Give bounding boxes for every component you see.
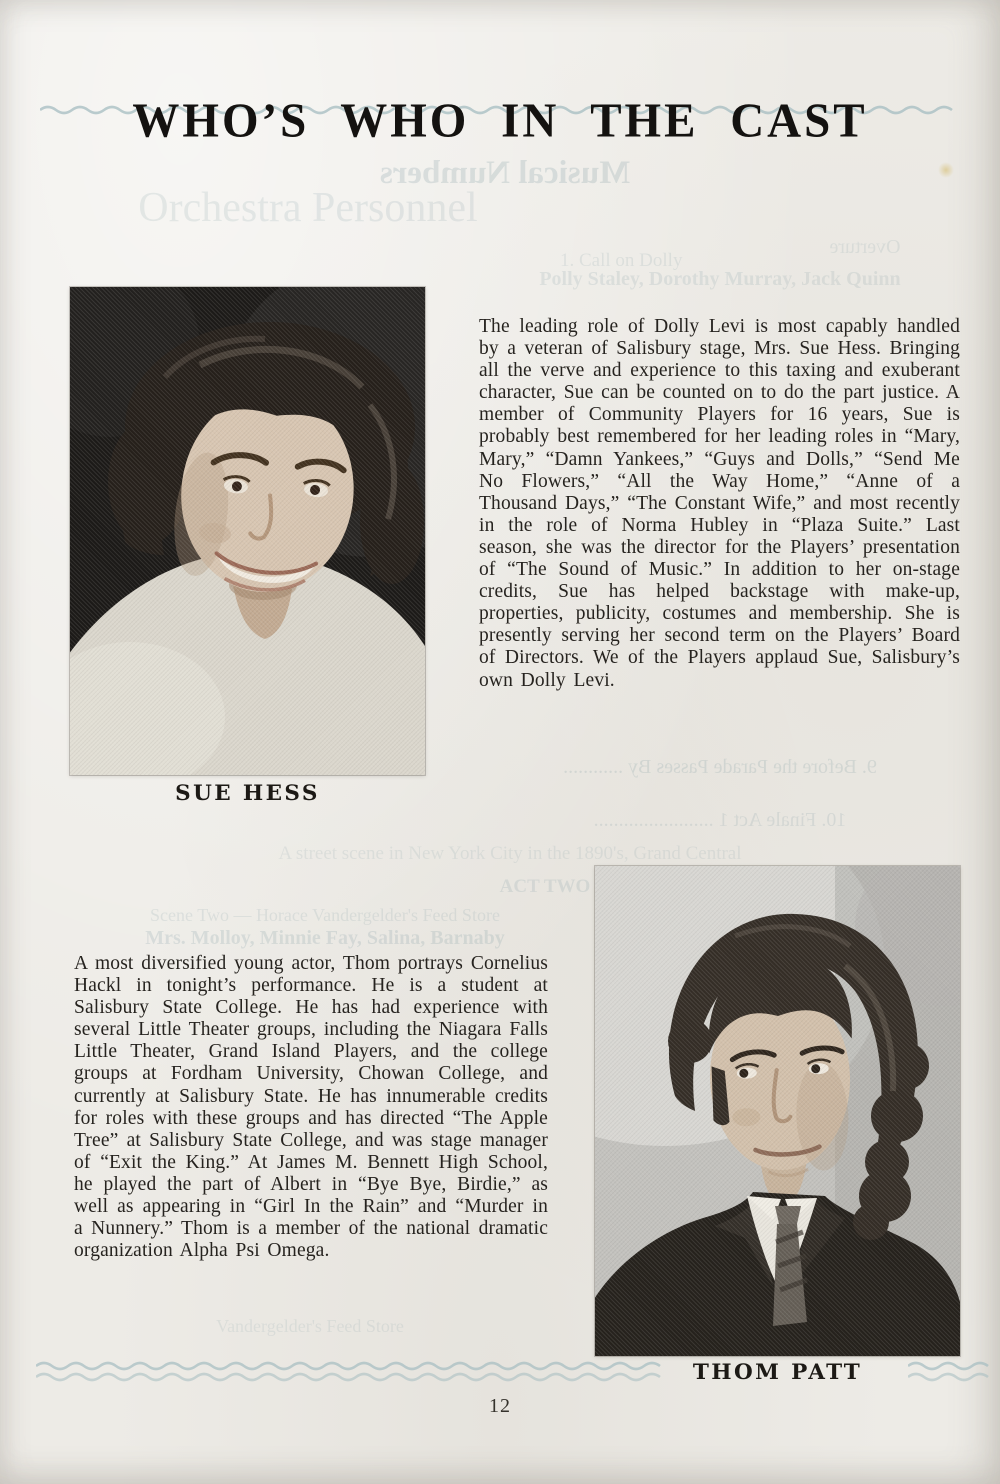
bleed-through-text: 10. Finale Act 1 ........................ (593, 809, 847, 831)
page-number: 12 (489, 1395, 511, 1417)
bleed-through-text: 1. Call on Dolly (560, 250, 683, 271)
sue-hess-caption: SUE HESS (175, 781, 320, 806)
page-title: WHO’S WHO IN THE CAST (132, 93, 868, 149)
sue-hess-bio: The leading role of Dolly Levi is most capably handled by a veteran of Salisbury stage, Mrs. Sue Hess. Bringing all the verve and experience to this taxing and exuberant character, Sue can be counted on to do the part justice. A member of Community Players for 16 years, Sue is probably best remembered for her leading roles in “Mary, Mary,” “Damn Yankees,” “Guys and Dolls,” “Send Me No Flowers,” “All the Way Home,” “Anne of a Thousand Days,” “The Constant Wife,” and most recently in the role of Norma Hubley in “Plaza Suite.” Last season, she was the director for the Players’ presentation of “The Sound of Music.” In addition to her on-stage credits, Sue has helped backstage with make-up, properties, publicity, costumes and membership. She is presently serving her second term on the Players’ Board of Directors. We of the Players applaud Sue, Salisbury’s own Dolly Levi. (479, 316, 960, 691)
bleed-through-text: 9. Before the Parade Passes By ............ (563, 756, 877, 778)
bleed-through-text: Polly Staley, Dorothy Murray, Jack Quinn (539, 268, 901, 290)
thom-patt-portrait-illustration (595, 866, 960, 1356)
bleed-through-text: Overture (829, 236, 901, 258)
bleed-through-text: Mrs. Molloy, Minnie Fay, Salina, Barnaby (145, 927, 505, 949)
bleed-through-text: ACT TWO (499, 876, 591, 897)
thom-patt-photo (595, 866, 960, 1356)
bleed-through-text: Vandergelder's Feed Store (216, 1316, 404, 1336)
thom-patt-bio: A most diversified young actor, Thom portrays Cornelius Hackl in tonight’s performance. He is a student at Salisbury State College. He has had experience with several Little Theater groups, including the Niagara Falls Little Theater, Grand Island Players, and the college groups at Fordham University, Chowan College, and currently at Salisbury State. He has innumerable credits for roles with these groups and has directed “The Apple Tree” at Salisbury State College, and was stage manager of “Exit the King.” At James M. Bennett High School, he played the part of Albert in “Bye Bye, Birdie,” as well as appearing in “Girl In the Rain” and “Murder in a Nunnery.” Thom is a member of the national dramatic organization Alpha Psi Omega. (74, 953, 548, 1262)
paper-stain (938, 162, 954, 178)
bleed-through-text: Orchestra Personnel (138, 185, 478, 231)
decorative-wave-bottom-left (36, 1358, 664, 1384)
bleed-through-text: A street scene in New York City in the 1890's, Grand Central (278, 843, 742, 864)
sue-hess-photo (70, 287, 425, 775)
bleed-through-text: Musical Numbers (379, 155, 631, 191)
sue-hess-portrait-illustration (70, 287, 425, 775)
thom-patt-caption: THOM PATT (692, 1360, 863, 1385)
bleed-through-text: Scene Two — Horace Vandergelder's Feed Store (150, 905, 500, 925)
